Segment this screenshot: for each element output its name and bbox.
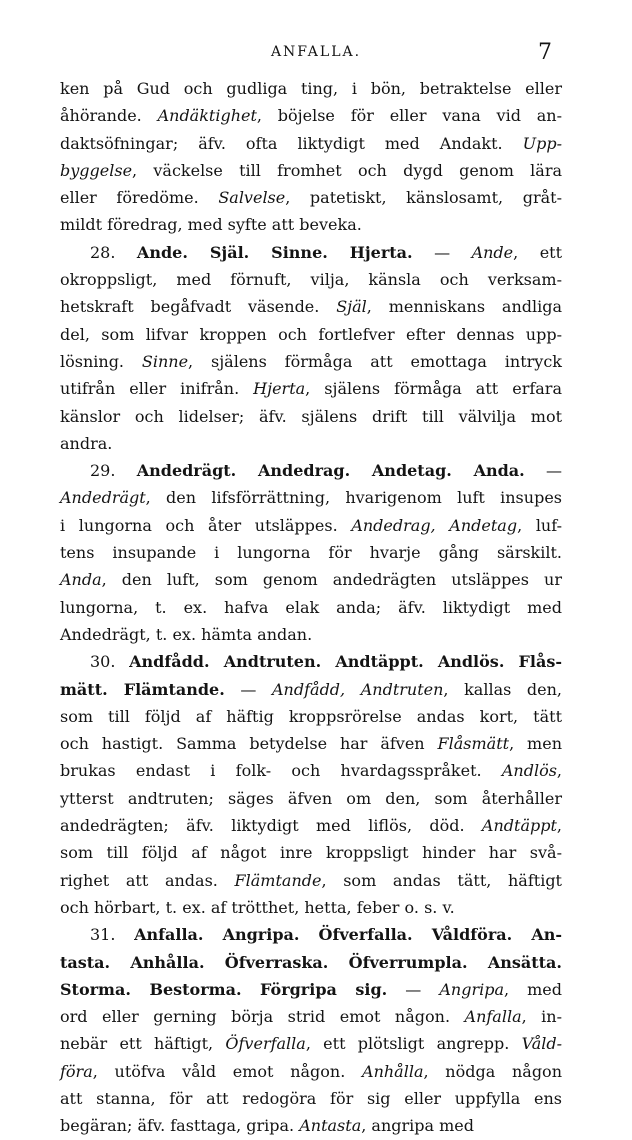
text-line <box>60 75 562 102</box>
text-line <box>60 348 562 375</box>
text-line <box>60 867 562 894</box>
text-run: , med <box>504 979 563 999</box>
text-line <box>60 949 562 976</box>
italic-term: Själ <box>336 297 367 317</box>
italic-term: föra <box>60 1061 93 1081</box>
text-run: , nödga någon <box>423 1061 562 1081</box>
text-line <box>60 648 562 675</box>
headword: Storma. Bestorma. Förgripa sig. <box>60 979 388 999</box>
text-run: — <box>387 979 440 999</box>
page-body <box>60 75 562 1140</box>
text-run: , angripa med <box>361 1116 475 1136</box>
text-run: righet att andas. <box>60 870 235 890</box>
italic-term: Anda <box>60 570 102 590</box>
entry-30 <box>60 648 562 921</box>
text-run: del, som lifvar kroppen och fortlefver efter dennas upp- <box>60 324 562 344</box>
text-run: hetskraft begåfvadt väsende. <box>60 297 337 317</box>
italic-term: Våld- <box>521 1034 562 1054</box>
headword: Andedrägt. Andedrag. Andetag. Anda. <box>136 461 525 481</box>
text-line <box>60 211 562 238</box>
italic-term: Ande <box>471 242 514 262</box>
italic-term: Anhålla <box>362 1061 424 1081</box>
text-run: lungorna, t. ex. hafva elak anda; äfv. liktydigt med <box>60 597 562 617</box>
text-run: , luf- <box>517 515 562 535</box>
italic-term: Antasta <box>299 1116 362 1136</box>
text-run: okroppsligt, med förnuft, vilja, känsla och verksam- <box>60 270 562 290</box>
text-line <box>60 566 562 593</box>
text-line <box>60 621 562 648</box>
text-run: åhörande. <box>60 106 158 126</box>
text-line <box>60 266 562 293</box>
text-run: lösning. <box>60 351 142 371</box>
text-line <box>60 703 562 730</box>
text-line <box>60 102 562 129</box>
text-line <box>60 184 562 211</box>
text-run: andra. <box>60 433 113 453</box>
text-run: , ett plötsligt angrepp. <box>305 1034 522 1054</box>
text-run: — <box>524 461 562 481</box>
text-run: 30. <box>90 652 130 672</box>
text-line <box>60 157 562 184</box>
italic-term: Andtäppt <box>481 816 557 836</box>
text-line <box>60 375 562 402</box>
text-run: begäran; äfv. fasttaga, gripa. <box>60 1116 300 1136</box>
text-run: Andedrägt, t. ex. hämta andan. <box>60 624 313 644</box>
text-line <box>60 457 562 484</box>
text-run: , in- <box>521 1007 563 1027</box>
text-line <box>60 594 562 621</box>
text-run: , själens förmåga att emottaga intryck <box>188 351 562 371</box>
text-run: att stanna, för att redogöra för sig eller uppfylla ens <box>60 1088 562 1108</box>
italic-term: Andäktighet <box>157 106 257 126</box>
text-run: , böjelse för eller vana vid an- <box>256 106 563 126</box>
text-line <box>60 239 562 266</box>
italic-term: Salvelse <box>218 188 286 208</box>
text-run: eller föredöme. <box>60 188 219 208</box>
italic-term: Flåsmätt <box>437 734 510 754</box>
text-run: utifrån eller inifrån. <box>60 379 254 399</box>
text-run: , <box>556 816 562 836</box>
text-run: 28. <box>90 242 137 262</box>
text-run: 29. <box>90 461 137 481</box>
page-number: 7 <box>538 40 552 65</box>
text-run: som till följd af något inre kroppsligt hinder har svå- <box>60 843 562 863</box>
headword: Ande. Själ. Sinne. Hjerta. <box>136 242 413 262</box>
text-run: — <box>412 242 472 262</box>
text-run: , <box>556 761 562 781</box>
text-line <box>60 403 562 430</box>
italic-term: Upp- <box>522 133 562 153</box>
entry-29 <box>60 457 562 648</box>
text-line <box>60 484 562 511</box>
running-head: ANFALLA. <box>270 44 362 60</box>
text-run: och hastigt. Samma betydelse har äfven <box>60 734 438 754</box>
text-run: , som andas tätt, häftigt <box>321 870 562 890</box>
headword: tasta. Anhålla. Öfverraska. Öfverrumpla. Ansätta. <box>60 952 562 972</box>
text-run: , själens förmåga att erfara <box>305 379 562 399</box>
entry-28 <box>60 239 562 457</box>
italic-term: Andfådd, Andtruten <box>272 679 444 699</box>
text-line <box>60 293 562 320</box>
text-line <box>60 894 562 921</box>
text-line <box>60 730 562 757</box>
text-run: nebär ett häftigt, <box>60 1034 226 1054</box>
text-run: , den lifsförrättning, hvarigenom luft insupes <box>145 488 562 508</box>
text-line <box>60 512 562 539</box>
text-run: ord eller gerning börja strid emot någon. <box>60 1007 465 1027</box>
text-run: brukas endast i folk- och hvardagsspråket. <box>60 761 502 781</box>
text-line <box>60 921 562 948</box>
text-run: , patetiskt, känslosamt, gråt- <box>285 188 562 208</box>
text-run: och hörbart, t. ex. af trötthet, hetta, feber o. s. v. <box>60 897 455 917</box>
text-line <box>60 1058 562 1085</box>
text-run: tens insupande i lungorna för hvarje gång särskilt. <box>60 543 562 563</box>
text-run: , utöfva våld emot någon. <box>92 1061 363 1081</box>
text-run: ytterst andtruten; säges äfven om den, som återhåller <box>60 788 562 808</box>
headword: Anfalla. Angripa. Öfverfalla. Våldföra. An- <box>134 925 563 945</box>
text-line <box>60 976 562 1003</box>
text-line <box>60 1112 562 1139</box>
text-line <box>60 1085 562 1112</box>
page-header <box>0 40 632 70</box>
text-line <box>60 130 562 157</box>
text-run: känslor och lidelser; äfv. själens drift till välvilja mot <box>60 406 562 426</box>
text-run: mildt föredrag, med syfte att beveka. <box>60 215 362 235</box>
text-run: , ett <box>513 242 563 262</box>
headword: Andfådd. Andtruten. Andtäppt. Andlös. Flås- <box>129 652 563 672</box>
text-run: , väckelse till fromhet och dygd genom lära <box>132 160 562 180</box>
text-run: ken på Gud och gudliga ting, i bön, betraktelse eller <box>60 79 562 98</box>
italic-term: Sinne <box>141 351 189 371</box>
text-line <box>60 1003 562 1030</box>
italic-term: Anfalla <box>464 1007 522 1027</box>
text-run: — <box>224 679 272 699</box>
text-run: , men <box>509 734 562 754</box>
headword: mätt. Flämtande. <box>60 679 225 699</box>
italic-term: Öfverfalla <box>225 1034 306 1054</box>
text-run: 31. <box>90 925 135 945</box>
italic-term: byggelse <box>60 160 133 180</box>
text-line <box>60 430 562 457</box>
text-run: som till följd af häftig kroppsrörelse andas kort, tätt <box>60 706 562 726</box>
text-line <box>60 1030 562 1057</box>
entry-intro <box>60 75 562 239</box>
italic-term: Hjerta <box>253 379 306 399</box>
text-run: , kallas den, <box>443 679 563 699</box>
italic-term: Andlös <box>501 761 557 781</box>
text-run: i lungorna och åter utsläppes. <box>60 515 352 535</box>
text-line <box>60 321 562 348</box>
italic-term: Andedrag, Andetag <box>351 515 518 535</box>
text-line <box>60 539 562 566</box>
text-line <box>60 676 562 703</box>
text-run: andedrägten; äfv. liktydigt med liflös, död. <box>60 816 482 836</box>
entry-31 <box>60 921 562 1139</box>
text-run: , den luft, som genom andedrägten utsläppes ur <box>101 570 562 590</box>
italic-term: Angripa <box>439 979 504 999</box>
text-line <box>60 812 562 839</box>
text-line <box>60 839 562 866</box>
text-line <box>60 785 562 812</box>
text-line <box>60 757 562 784</box>
italic-term: Flämtande <box>234 870 322 890</box>
text-run: daktsöfningar; äfv. ofta liktydigt med Andakt. <box>60 133 523 153</box>
text-run: , menniskans andliga <box>366 297 563 317</box>
italic-term: Andedrägt <box>60 488 146 508</box>
